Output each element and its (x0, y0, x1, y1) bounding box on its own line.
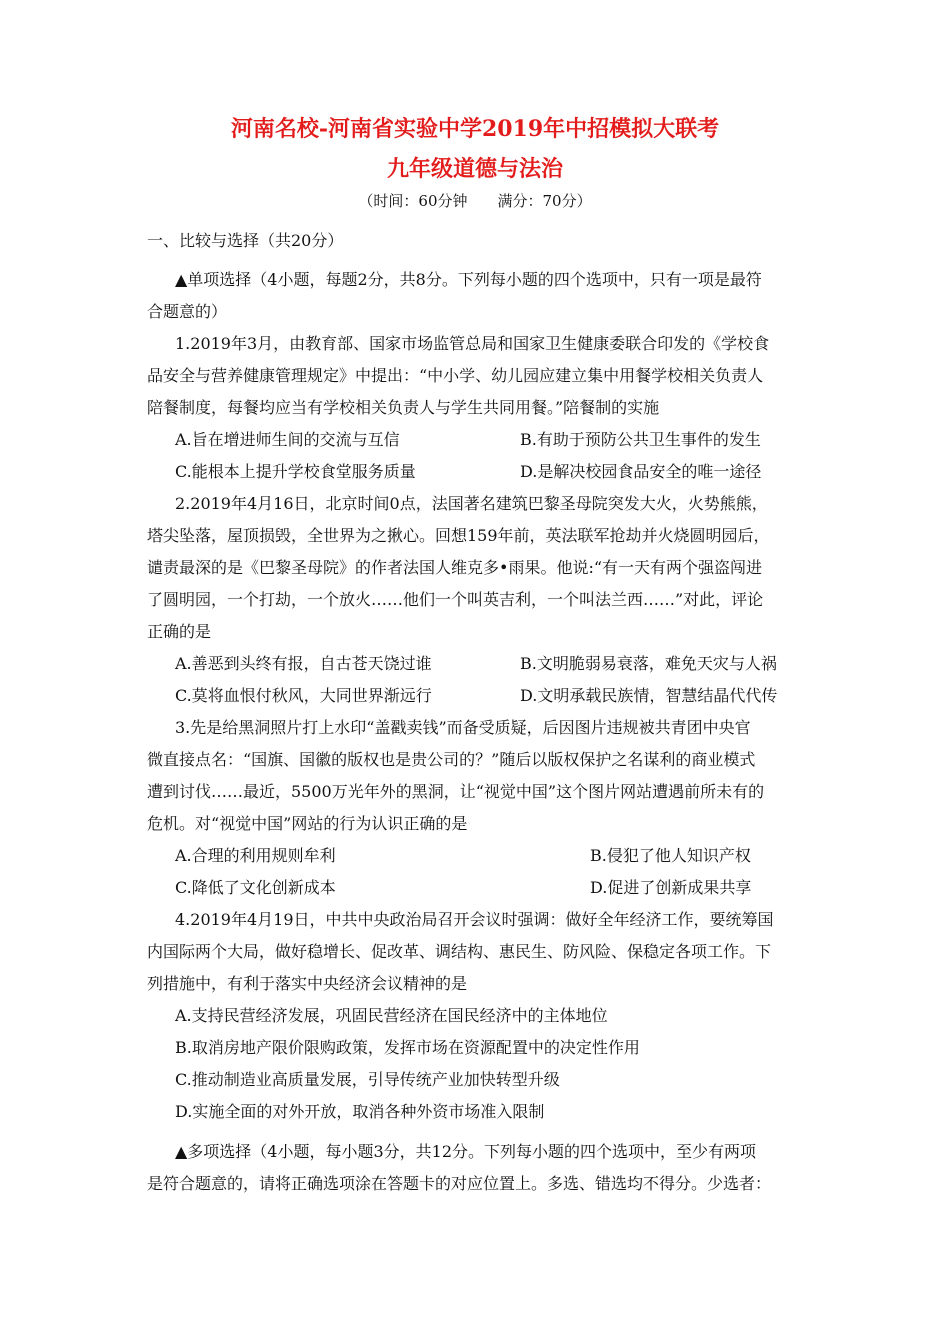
question-1-stem: 陪餐制度，每餐均应当有学校相关负责人与学生共同用餐。”陪餐制的实施 (147, 398, 660, 417)
question-2-stem: 谴责最深的是《巴黎圣母院》的作者法国人维克多•雨果。他说:“有一天有两个强盗闯进 (147, 558, 763, 577)
question-3-option-d: D.促进了创新成果共享 (590, 878, 752, 897)
question-3-option-a: A.合理的利用规则牟利 (175, 846, 336, 865)
single-choice-instructions: ▲单项选择（4小题，每题2分，共8分。下列每小题的四个选项中，只有一项是最符 (175, 270, 762, 289)
question-4-stem: 内国际两个大局，做好稳增长、促改革、调结构、惠民生、防风险、保稳定各项工作。下 (147, 942, 772, 961)
question-4-option-d: D.实施全面的对外开放，取消各种外资市场准入限制 (175, 1102, 545, 1121)
question-4-stem: 列措施中，有利于落实中央经济会议精神的是 (147, 974, 468, 993)
question-1-option-c: C.能根本上提升学校食堂服务质量 (175, 462, 416, 481)
multi-choice-instructions-cont: 是符合题意的，请将正确选项涂在答题卡的对应位置上。多选、错选均不得分。少选者： (147, 1174, 772, 1193)
question-2-stem: 正确的是 (147, 622, 212, 641)
question-3-option-c: C.降低了文化创新成本 (175, 878, 336, 897)
question-2-option-b: B.文明脆弱易衰落，难免天灾与人祸 (520, 654, 777, 673)
question-2-option-d: D.文明承载民族情，智慧结晶代代传 (520, 686, 778, 705)
question-1-option-b: B.有助于预防公共卫生事件的发生 (520, 430, 761, 449)
single-choice-instructions-cont: 合题意的） (147, 302, 228, 321)
question-2-option-c: C.莫将血恨付秋风，大同世界渐远行 (175, 686, 432, 705)
exam-title: 河南名校-河南省实验中学2019年中招模拟大联考 (230, 116, 720, 142)
question-3-stem: 遭到讨伐……最近，5500万光年外的黑洞，让“视觉中国”这个图片网站遭遇前所未有的 (147, 782, 765, 801)
multi-choice-instructions: ▲多项选择（4小题，每小题3分，共12分。下列每小题的四个选项中，至少有两项 (175, 1142, 757, 1161)
question-3-option-b: B.侵犯了他人知识产权 (590, 846, 751, 865)
question-3-stem: 3.先是给黑洞照片打上水印“盖戳卖钱”而备受质疑，后因图片违规被共青团中央官 (175, 718, 751, 737)
question-3-stem: 危机。对“视觉中国”网站的行为认识正确的是 (147, 814, 468, 833)
question-1-stem: 1.2019年3月，由教育部、国家市场监管总局和国家卫生健康委联合印发的《学校食 (175, 334, 770, 353)
question-2-stem: 2.2019年4月16日，北京时间0点，法国著名建筑巴黎圣母院突发大火，火势熊熊， (175, 494, 768, 513)
question-1-option-d: D.是解决校园食品安全的唯一途径 (520, 462, 762, 481)
question-2-stem: 了圆明园，一个打劫，一个放火……他们一个叫英吉利，一个叫法兰西……”对此，评论 (147, 590, 764, 609)
question-4-option-a: A.支持民营经济发展，巩固民营经济在国民经济中的主体地位 (175, 1006, 608, 1025)
question-4-option-b: B.取消房地产限价限购政策，发挥市场在资源配置中的决定性作用 (175, 1038, 640, 1057)
question-4-option-c: C.推动制造业高质量发展，引导传统产业加快转型升级 (175, 1070, 560, 1089)
question-4-stem: 4.2019年4月19日，中共中央政治局召开会议时强调：做好全年经济工作，要统筹国 (175, 910, 774, 929)
question-3-stem: 微直接点名：“国旗、国徽的版权也是贵公司的？”随后以版权保护之名谋利的商业模式 (147, 750, 756, 769)
question-2-stem: 塔尖坠落，屋顶损毁，全世界为之揪心。回想159年前，英法联军抢劫并火烧圆明园后， (147, 526, 770, 545)
question-1-option-a: A.旨在增进师生间的交流与互信 (175, 430, 400, 449)
question-1-stem: 品安全与营养健康管理规定》中提出：“中小学、幼儿园应建立集中用餐学校相关负责人 (147, 366, 764, 385)
exam-subject: 九年级道德与法治 (386, 156, 563, 182)
time-score-info: （时间：60分钟 满分：70分） (358, 192, 592, 210)
section-heading: 一、比较与选择（共20分） (147, 231, 344, 250)
question-2-option-a: A.善恶到头终有报，自古苍天饶过谁 (175, 654, 432, 673)
